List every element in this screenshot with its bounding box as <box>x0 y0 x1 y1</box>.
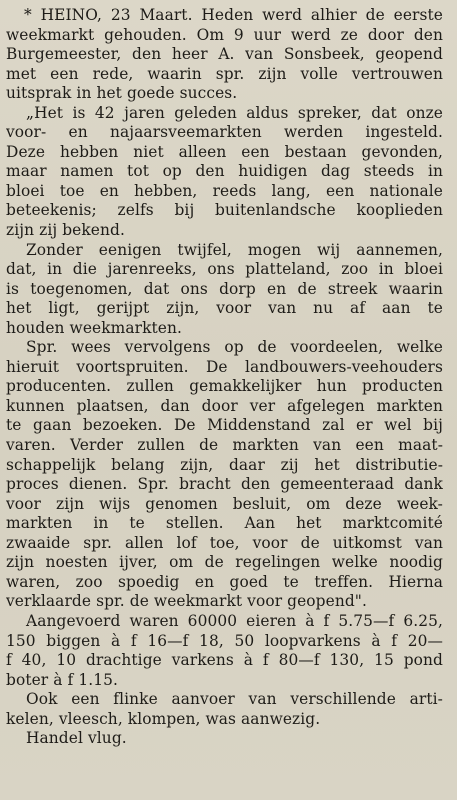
article-line: maar namen tot op den huidigen dag steeds in <box>6 162 443 181</box>
article-line: bloei toe en hebben, reeds lang, een nationale <box>6 181 443 200</box>
article-line: uitsprak in het goede succes. <box>6 84 238 103</box>
article-line: boter à f 1.15. <box>6 670 118 689</box>
article-line: is toegenomen, dat ons dorp en de streek waarin <box>6 279 443 298</box>
article-line: 150 biggen à f 16—f 18, 50 loopvarkens à f 20— <box>6 631 443 650</box>
article-line: zwaaide spr. allen lof toe, voor de uitkomst van <box>6 533 443 552</box>
article-line: Spr. wees vervolgens op de voordeelen, welke <box>26 338 443 357</box>
article-paragraph-growth <box>6 241 443 339</box>
article-paragraph-other-goods <box>6 690 443 729</box>
article-line: het ligt, gerijpt zijn, voor van nu af aan te <box>6 299 443 318</box>
article-line: Burgemeester, den heer A. van Sonsbeek, geopend <box>6 45 443 64</box>
article-line: Deze hebben niet alleen een bestaan gevonden, <box>6 142 443 161</box>
article-line: * HEINO, 23 Maart. Heden werd alhier de eerste <box>24 6 443 24</box>
article-line: houden weekmarkten. <box>6 318 183 337</box>
article-line: kelen, vleesch, klompen, was aanwezig. <box>6 709 321 728</box>
article-line: zijn noesten ijver, om de regelingen welke noodig <box>6 553 443 572</box>
article-line: Zonder eenigen twijfel, mogen wij aannemen, <box>26 240 443 259</box>
article-paragraph-trade <box>6 729 443 749</box>
article-line: schappelijk belang zijn, daar zij het distributie- <box>6 455 443 474</box>
article-line: markten in te stellen. Aan het marktcomité <box>6 514 443 533</box>
article-line: „Het is 42 jaren geleden aldus spreker, dat onze <box>26 103 443 122</box>
article-line: f 40, 10 drachtige varkens à f 80—f 130, 15 pond <box>6 651 443 670</box>
article-line: zijn zij bekend. <box>6 221 125 240</box>
article-paragraph-speech <box>6 104 443 241</box>
article-line: varen. Verder zullen de markten van een maat- <box>6 436 443 455</box>
article-line: verklaarde spr. de weekmarkt voor geopend". <box>6 592 367 611</box>
article-line: met een rede, waarin spr. zijn volle vertrouwen <box>6 64 443 83</box>
article-paragraph-supply <box>6 612 443 690</box>
article-line: proces dienen. Spr. bracht den gemeenteraad dank <box>6 475 443 494</box>
article-line: dat, in die jarenreeks, ons platteland, zoo in bloei <box>6 260 443 279</box>
article-line: beteekenis; zelfs bij buitenlandsche kooplieden <box>6 201 443 220</box>
article-paragraph-opening <box>6 6 443 104</box>
article-paragraph-benefits <box>6 338 443 612</box>
article-line: Ook een flinke aanvoer van verschillende arti- <box>26 690 443 709</box>
article-line: Aangevoerd waren 60000 eieren à f 5.75—f 6.25, <box>26 611 443 630</box>
article-line: Handel vlug. <box>26 729 127 748</box>
article-line: producenten. zullen gemakkelijker hun producten <box>6 377 443 396</box>
article-line: hieruit voortspruiten. De landbouwers-veehouders <box>6 357 443 376</box>
article-line: weekmarkt gehouden. Om 9 uur werd ze door den <box>6 25 443 44</box>
article-line: kunnen plaatsen, dan door ver afgelegen markten <box>6 396 443 415</box>
article-line: voor zijn wijs genomen besluit, om deze week- <box>6 494 443 513</box>
article-line: te gaan bezoeken. De Middenstand zal er wel bij <box>6 416 443 435</box>
article-line: voor- en najaarsveemarkten werden ingesteld. <box>6 123 443 142</box>
news-article <box>6 6 443 749</box>
article-line: waren, zoo spoedig en goed te treffen. Hierna <box>6 572 443 591</box>
